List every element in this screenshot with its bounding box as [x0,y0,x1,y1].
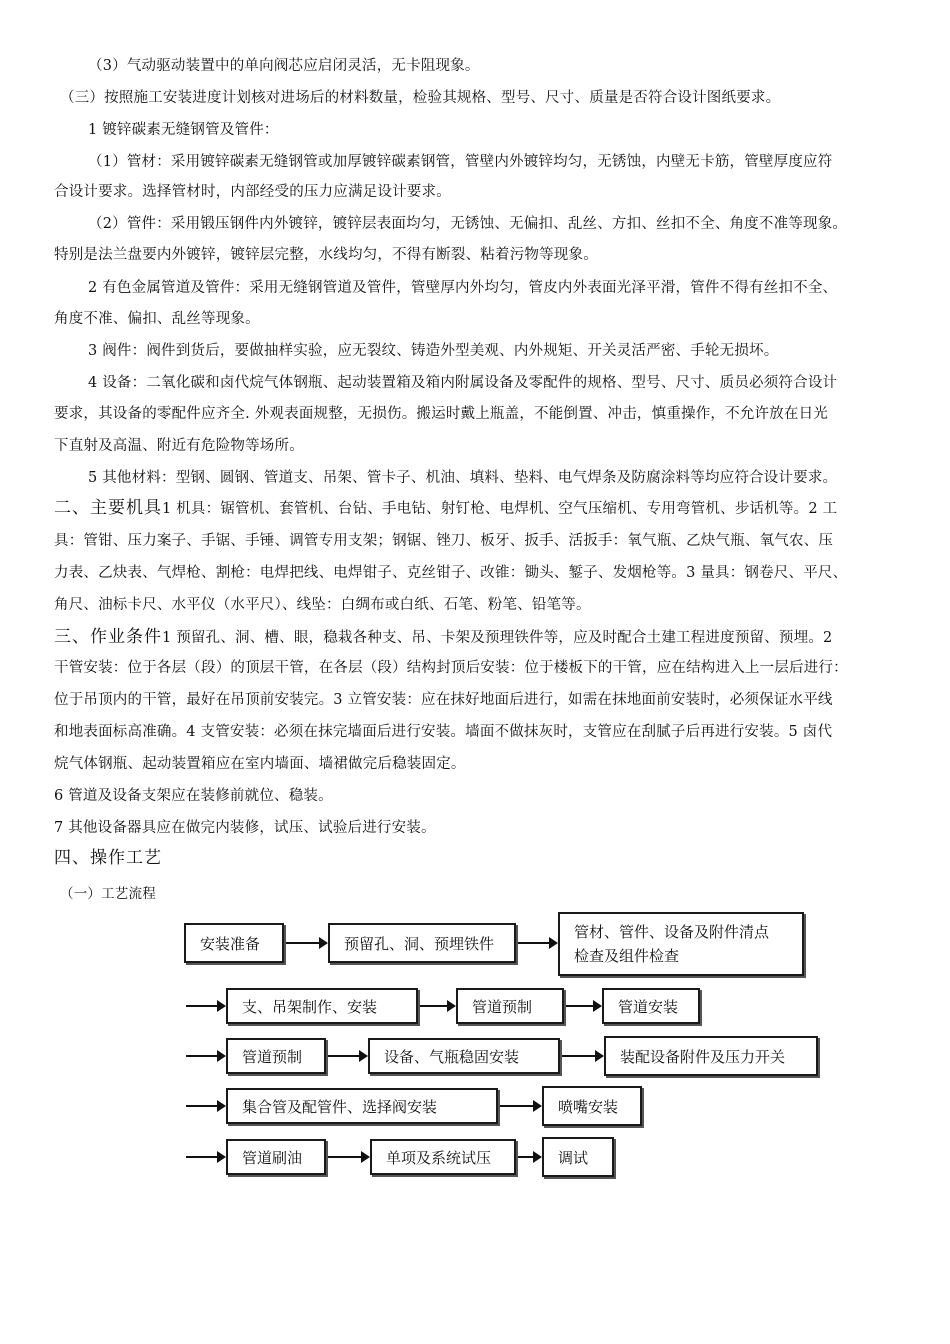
flow-arrow [328,1156,368,1158]
flow-arrow [186,1156,224,1158]
flow-box-pressure-test: 单项及系统试压 [370,1139,516,1175]
flow-box-support-fabrication: 支、吊架制作、安装 [226,988,418,1024]
flow-box-install-prep: 安装准备 [184,923,284,963]
paragraph-equipment-line3: 下直射及高温、附近有危险物等场所。 [54,438,304,454]
flow-box-inspection-line1: 管材、管件、设备及附件清点 [574,923,770,941]
paragraph-valves: 3 阀件：阀件到货后，要做抽样实验，应无裂纹、铸造外型美观、内外规矩、开关灵活严密、手轮无损坏。 [88,343,779,359]
conditions-line2: 干管安装：位于各层（段）的顶层干管，在各层（段）结构封顶后安装：位于楼板下的干管，应在结构进入上一层后进行： [54,660,848,676]
flow-arrow [566,1005,600,1007]
tools-line4: 角尺、油标卡尺、水平仪（水平尺）、线坠：白绸布或白纸、石笔、粉笔、铅笔等。 [54,597,591,613]
paragraph-equipment-line1: 4 设备：二氧化碳和卤代烷气体钢瓶、起动装置箱及箱内附属设备及零配件的规格、型号、尺寸、质员必须符合设计 [88,375,838,391]
paragraph-pipe-material-line1: （1）管材：采用镀锌碳素无缝钢管或加厚镀锌碳素钢管，管壁内外镀锌均匀，无锈蚀，内壁无卡筋，管壁厚度应符 [88,154,833,170]
flow-arrow [518,1156,540,1158]
paragraph-galvanized-pipe-heading: 1 镀锌碳素无缝钢管及管件： [88,122,279,138]
paragraph-fittings-line2: 特别是法兰盘要内外镀锌，镀锌层完整，水线均匀，不得有断裂、粘着污物等现象。 [54,247,598,263]
flow-box-pipe-prefab: 管道预制 [456,988,564,1024]
flow-box-manifold-install: 集合管及配管件、选择阀安装 [226,1088,498,1124]
conditions-line4: 和地表面标高准确。4 支管安装：必须在抹完墙面后进行安装。墙面不做抹灰时，支管应在刮腻子后再进行安装。5 卤代 [54,724,833,740]
subsection-process-flow: （一）工艺流程 [60,886,156,902]
conditions-line7: 7 其他设备器具应在做完内装修，试压、试验后进行安装。 [54,820,436,836]
flow-arrow [500,1105,540,1107]
section-heading-process: 四、操作工艺 [54,848,162,868]
section-work-conditions [54,627,910,648]
paragraph-fittings-line1: （2）管件：采用锻压钢件内外镀锌，镀锌层表面均匀，无锈蚀、无偏扣、乱丝、方扣、丝扣不全、角度不准等现象。 [88,216,848,232]
flow-arrow [518,942,556,944]
paragraph-pipe-material-line2: 合设计要求。选择管材时，内部经受的压力应满足设计要求。 [54,184,451,200]
flow-box-pipe-prefab-2: 管道预制 [226,1038,326,1074]
flow-box-commissioning: 调试 [542,1137,614,1177]
flow-box-assemble-accessories: 装配设备附件及压力开关 [604,1036,818,1076]
flow-arrow [328,1055,366,1057]
paragraph-equipment-line2: 要求，其设备的零配件应齐全. 外观表面规整，无损伤。搬运时戴上瓶盖，不能倒置、冲击，慎重操作，不允许放在日光 [54,406,829,422]
flow-arrow [186,1005,224,1007]
flow-box-reserve-holes: 预留孔、洞、预埋铁件 [328,923,516,963]
section-heading-conditions: 三、作业条件 [54,627,162,647]
section-heading-tools: 二、主要机具 [54,498,162,518]
conditions-line6: 6 管道及设备支架应在装修前就位、稳装。 [54,788,333,804]
flow-arrow [186,1105,224,1107]
section-main-tools [54,498,910,519]
tools-line1: 1 机具：锯管机、套管机、台钻、手电钻、射钉枪、电焊机、空气压缩机、专用弯管机、步话机等。2 工 [162,501,838,517]
flow-box-pipe-install: 管道安装 [602,988,700,1024]
paragraph-other-materials: 5 其他材料：型钢、圆钢、管道支、吊架、管卡子、机油、填料、垫料、电气焊条及防腐涂料等均应符合设计要求。 [88,470,838,486]
flow-box-pipe-painting: 管道刷油 [226,1139,326,1175]
paragraph-pneumatic-valve: （3）气动驱动装置中的单向阀芯应启闭灵活，无卡阻现象。 [88,58,480,74]
flow-arrow [420,1005,454,1007]
flow-arrow [186,1055,224,1057]
tools-line3: 力表、乙炔表、气焊枪、割枪：电焊把线、电焊钳子、克丝钳子、改锥：锄头、錾子、发烟枪等。3 量具：钢卷尺、平尺、 [54,565,848,581]
flow-box-inspection [558,912,804,976]
flow-box-inspection-line2: 检查及组件检查 [574,947,680,965]
conditions-line3: 位于吊顶内的干管，最好在吊顶前安装完。3 立管安装：应在抹好地面后进行，如需在抹地面前安装时，必须保证水平线 [54,692,833,708]
paragraph-nonferrous-line1: 2 有色金属管道及管件：采用无缝钢管道及管件，管壁厚内外均匀，管皮内外表面光泽平滑，管件不得有丝扣不全、 [88,280,838,296]
conditions-line1: 1 预留孔、洞、槽、眼，稳栽各种支、吊、卡架及预理铁件等，应及时配合土建工程进度预留、预埋。2 [162,630,833,646]
flow-box-cylinder-mount: 设备、气瓶稳固安装 [368,1038,560,1074]
flow-box-nozzle-install: 喷嘴安装 [542,1086,642,1126]
paragraph-nonferrous-line2: 角度不准、偏扣、乱丝等现象。 [54,311,260,327]
flow-arrow [562,1055,602,1057]
paragraph-material-check: （三）按照施工安装进度计划核对进场后的材料数量，检验其规格、型号、尺寸、质量是否符合设计图纸要求。 [60,90,781,106]
conditions-line5: 烷气体钢瓶、起动装置箱应在室内墙面、墙裙做完后稳装固定。 [54,756,466,772]
tools-line2: 具：管钳、压力案子、手锯、手锤、调管专用支架；钢锯、锉刀、板牙、扳手、活扳手：氧气瓶、乙炔气瓶、氧气农、压 [54,533,834,549]
flow-arrow [286,942,326,944]
